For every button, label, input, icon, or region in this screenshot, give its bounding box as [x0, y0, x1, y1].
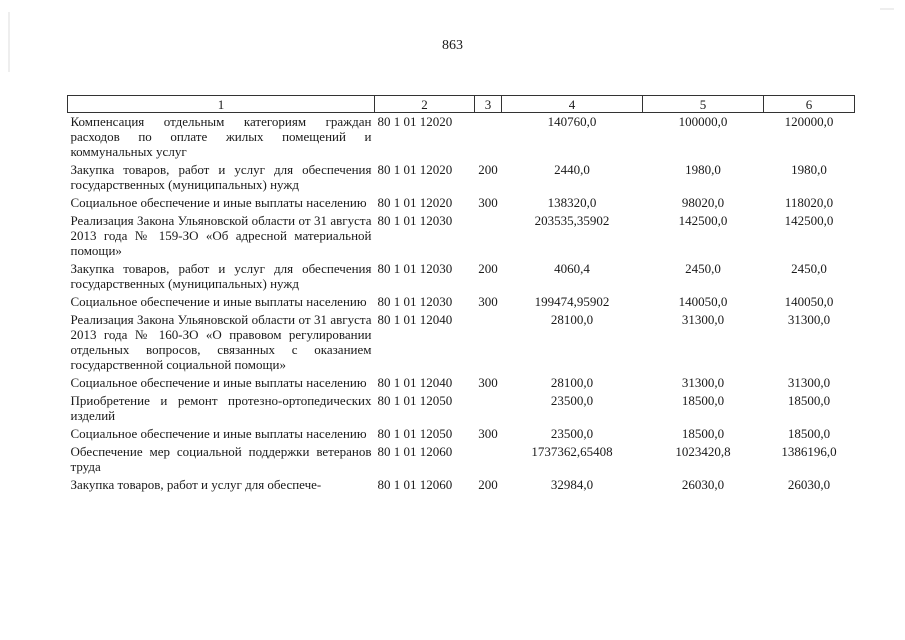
row-code: 80 1 01 12060 [377, 477, 453, 492]
table-row [68, 443, 855, 476]
row-value-6: 31300,0 [787, 312, 831, 327]
row-name: Закупка товаров, работ и услуг для обеспечения государственных (муниципальных) нужд [70, 261, 372, 291]
row-value-6: 120000,0 [784, 114, 834, 129]
column-header: 5 [643, 96, 764, 113]
row-value-6: 31300,0 [787, 375, 831, 390]
table-row [68, 113, 855, 162]
row-expense-type: 200 [478, 477, 498, 492]
row-code: 80 1 01 12030 [377, 294, 453, 309]
row-expense-type [475, 392, 502, 425]
row-name: Социальное обеспечение и иные выплаты населению [70, 426, 367, 441]
table-row [68, 260, 855, 293]
row-value-5: 98020,0 [681, 195, 725, 210]
row-value-4: 4060,4 [554, 261, 590, 276]
row-value-4: 199474,95902 [534, 294, 610, 309]
row-expense-type: 300 [478, 426, 498, 441]
row-expense-type: 300 [478, 375, 498, 390]
row-code: 80 1 01 12020 [377, 195, 453, 210]
budget-table [67, 95, 855, 494]
table-row [68, 212, 855, 260]
row-code: 80 1 01 12040 [377, 375, 453, 390]
table-row [68, 194, 855, 212]
column-header: 4 [502, 96, 643, 113]
row-expense-type [475, 443, 502, 476]
row-value-5: 2450,0 [685, 261, 721, 276]
scan-speckle [880, 8, 894, 10]
row-value-6: 18500,0 [787, 426, 831, 441]
row-value-4: 28100,0 [550, 312, 594, 327]
row-value-5: 142500,0 [678, 213, 728, 228]
row-expense-type: 200 [478, 261, 498, 276]
row-value-6: 142500,0 [784, 213, 834, 228]
row-value-6: 18500,0 [787, 393, 831, 408]
row-value-6: 1386196,0 [781, 444, 837, 459]
row-value-5: 1980,0 [685, 162, 721, 177]
row-code: 80 1 01 12020 [377, 162, 453, 177]
row-value-4: 2440,0 [554, 162, 590, 177]
row-value-5: 100000,0 [678, 114, 728, 129]
row-value-4: 23500,0 [550, 426, 594, 441]
row-value-6: 2450,0 [791, 261, 827, 276]
row-value-4: 23500,0 [550, 393, 594, 408]
row-value-6: 26030,0 [787, 477, 831, 492]
row-code: 80 1 01 12030 [377, 213, 453, 228]
row-code: 80 1 01 12040 [377, 312, 453, 327]
row-expense-type [475, 311, 502, 374]
row-value-5: 26030,0 [681, 477, 725, 492]
row-name: Обеспечение мер социальной поддержки ветеранов труда [70, 444, 372, 474]
row-value-5: 1023420,8 [675, 444, 731, 459]
row-value-6: 140050,0 [784, 294, 834, 309]
row-name: Социальное обеспечение и иные выплаты населению [70, 375, 367, 390]
row-value-4: 140760,0 [547, 114, 597, 129]
row-value-5: 31300,0 [681, 375, 725, 390]
row-expense-type [475, 212, 502, 260]
row-expense-type: 300 [478, 294, 498, 309]
row-expense-type: 200 [478, 162, 498, 177]
column-header: 1 [68, 96, 375, 113]
row-value-4: 1737362,65408 [531, 444, 613, 459]
table-header-row [68, 96, 855, 113]
row-code: 80 1 01 12060 [377, 444, 453, 459]
row-value-4: 32984,0 [550, 477, 594, 492]
table-row [68, 293, 855, 311]
row-code: 80 1 01 12030 [377, 261, 453, 276]
column-header: 3 [475, 96, 502, 113]
row-value-6: 1980,0 [791, 162, 827, 177]
row-value-5: 18500,0 [681, 426, 725, 441]
table-body [68, 113, 855, 495]
row-value-5: 140050,0 [678, 294, 728, 309]
row-name: Закупка товаров, работ и услуг для обеспече- [70, 477, 322, 492]
table-row [68, 425, 855, 443]
table-row [68, 476, 855, 494]
row-value-5: 31300,0 [681, 312, 725, 327]
row-name: Социальное обеспечение и иные выплаты населению [70, 195, 367, 210]
row-value-4: 203535,35902 [534, 213, 610, 228]
row-expense-type: 300 [478, 195, 498, 210]
row-value-5: 18500,0 [681, 393, 725, 408]
table-row [68, 311, 855, 374]
row-value-4: 138320,0 [547, 195, 597, 210]
row-expense-type [475, 113, 502, 162]
row-value-4: 28100,0 [550, 375, 594, 390]
table-row [68, 374, 855, 392]
row-name: Компенсация отдельным категориям граждан расходов по оплате жилых помещений и коммунальных услуг [70, 114, 372, 159]
row-code: 80 1 01 12050 [377, 393, 453, 408]
row-name: Приобретение и ремонт протезно-ортопедических изделий [70, 393, 372, 423]
row-name: Закупка товаров, работ и услуг для обеспечения государственных (муниципальных) нужд [70, 162, 372, 192]
row-name: Реализация Закона Ульяновской области от 31 августа 2013 года № 159-ЗО «Об адресной материальной помощи» [70, 213, 372, 258]
page-number: 863 [442, 38, 463, 53]
column-header: 6 [764, 96, 855, 113]
row-code: 80 1 01 12050 [377, 426, 453, 441]
row-name: Социальное обеспечение и иные выплаты населению [70, 294, 367, 309]
table-row [68, 161, 855, 194]
row-name: Реализация Закона Ульяновской области от 31 августа 2013 года № 160-ЗО «О правовом регулировании отдельных вопросов, связанных с оказанием государственной социальной помощи» [70, 312, 372, 372]
table-row [68, 392, 855, 425]
column-header: 2 [375, 96, 475, 113]
row-value-6: 118020,0 [784, 195, 834, 210]
row-code: 80 1 01 12020 [377, 114, 453, 129]
